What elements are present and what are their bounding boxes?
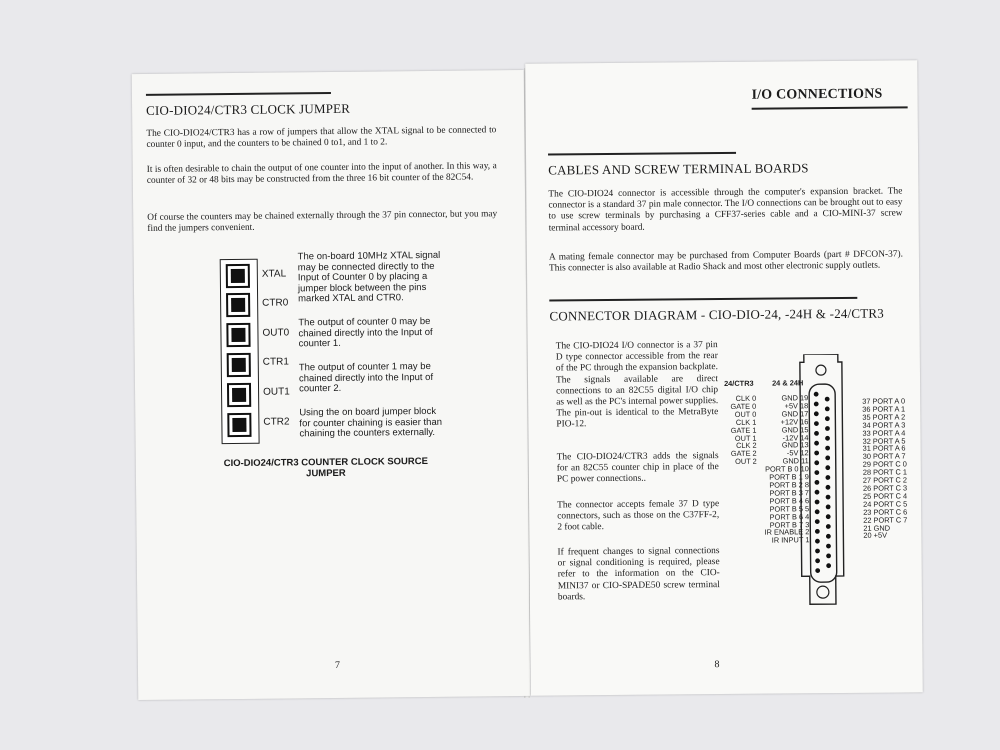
pin-label: GND 13 xyxy=(781,440,809,450)
jumper-note-counter1: The output of counter 1 may be chained directly into the Input of counter 2. xyxy=(298,360,434,395)
pin-label: 26 PORT C 3 xyxy=(862,483,908,493)
pin-label: -5V 12 xyxy=(786,448,809,458)
connector-paragraph-2: The CIO-DIO24/CTR3 adds the signals for an 82C55 counter chip in place of the PC power connections.. xyxy=(556,451,719,485)
connector-pin xyxy=(814,480,819,485)
cables-heading: CABLES AND SCREW TERMINAL BOARDS xyxy=(548,160,809,178)
jumper-label-ctr0: CTR0 xyxy=(262,297,289,309)
heading1-rule xyxy=(548,152,736,156)
connector-paragraph-1: The CIO-DIO24 I/O connector is a 37 pin D type connector accessible from the rear of the PC through the expansion backplate. The signals available are direct connections to an 82C55 digital I/O chip as well as the PC's internal power supplies. The pin-out is identical to the MetraByte PIO-12. xyxy=(555,340,719,430)
connector-pin xyxy=(826,514,831,519)
jumper-label-xtal: XTAL xyxy=(261,268,287,280)
pin-label: GND 11 xyxy=(782,456,809,466)
pin-label: PORT B 4 6 xyxy=(769,496,810,506)
connector-pin xyxy=(814,392,819,397)
connector-pin xyxy=(814,470,819,475)
connector-pin xyxy=(825,475,830,480)
pin-label: 37 PORT A 0 xyxy=(862,396,906,406)
pin-label: 33 PORT A 4 xyxy=(862,428,906,438)
connector-pin xyxy=(815,490,820,495)
connector-pin xyxy=(815,558,820,563)
connector-pin xyxy=(815,568,820,573)
paragraph-2: It is often desirable to chain the output of one counter into the input of another. In this way, a counter of 32 or 48 bits may be constructed from the three 16 bit counter of the 82C54. xyxy=(146,161,497,187)
pin-label: 27 PORT C 2 xyxy=(862,475,908,485)
jumper-pin-pair xyxy=(227,353,251,377)
connector-pin xyxy=(826,534,831,539)
connector-pin xyxy=(826,504,831,509)
caption-line-1: CIO-DIO24/CTR3 COUNTER CLOCK SOURCE xyxy=(223,455,428,470)
pin-label: 24 PORT C 5 xyxy=(863,499,908,509)
jumper-pin-pair xyxy=(227,383,251,407)
pin-label: PORT B 2 8 xyxy=(769,480,809,490)
connector-pin xyxy=(825,406,830,411)
pin-label: GATE 1 xyxy=(730,425,757,435)
connector-pin xyxy=(826,553,831,558)
pin-label: 25 PORT C 4 xyxy=(862,491,908,501)
pin-label: 21 GND xyxy=(863,523,891,533)
paragraph-1: The CIO-DIO24/CTR3 has a row of jumpers that allow the XTAL signal to be connected to counter 0 input, and the counters to be chained 0 to1, and 1 to 2. xyxy=(146,125,497,151)
connector-paragraph-3: The connector accepts female 37 D type connectors, such as those on the C37FF-2, 2 foot cable. xyxy=(557,499,720,533)
page-number-right: 8 xyxy=(714,659,720,671)
jumper-note-xtal: The on-board 10MHz XTAL signal may be connected directly to the Input of Counter 0 by placing a jumper block between the pins marked XTAL and CTR0. xyxy=(297,249,441,305)
jumper-label-out0: OUT0 xyxy=(262,327,290,339)
pin-label: PORT B 3 7 xyxy=(769,488,810,498)
pin-label: 34 PORT A 3 xyxy=(862,420,906,430)
diagram-caption xyxy=(206,456,446,481)
cables-paragraph-1: The CIO-DIO24 connector is accessible through the computer's expansion bracket. The connector is a standard 37 pin male connector. The I/O connections can be brought out to easy to use screw terminals by purchasing a CFF37-series cable and a CIO-MINI-37 screw terminal accessory board. xyxy=(548,186,903,234)
connector-pin xyxy=(815,500,820,505)
jumper-label-out1: OUT1 xyxy=(263,386,290,398)
pin-label: CLK 2 xyxy=(736,441,757,451)
connector-pin xyxy=(815,519,820,524)
pinout-right-column xyxy=(862,397,907,540)
pin-label: IR ENABLE 2 xyxy=(764,527,810,538)
connector-pin xyxy=(826,544,831,549)
connector-pin xyxy=(815,539,820,544)
heading2-rule xyxy=(549,297,857,302)
pin-label: 35 PORT A 2 xyxy=(862,412,906,422)
caption-line-2: JUMPER xyxy=(306,467,346,480)
pin-label: PORT B 7 3 xyxy=(769,519,810,530)
connector-pin xyxy=(815,509,820,514)
pinout-header-dio: 24 & 24H xyxy=(772,378,804,388)
jumper-pin-pair xyxy=(226,264,250,288)
connector-paragraph-4: If frequent changes to signal connections or signal conditioning is required, please refer to the information on the CIO-MINI37 or CIO-SPADE50 screw terminal boards. xyxy=(557,546,720,603)
connector-pin xyxy=(826,485,831,490)
connector-pin xyxy=(825,436,830,441)
pin-label: 32 PORT A 5 xyxy=(862,435,906,446)
cables-paragraph-2: A mating female connector may be purchased from Computer Boards (part # DFCON-37). This connecter is also available at Radio Shack and most other electronic supply outlets. xyxy=(548,249,903,274)
pin-label: 28 PORT C 1 xyxy=(862,467,907,477)
pin-label: GATE 2 xyxy=(730,449,757,459)
connector-pin xyxy=(825,426,830,431)
pin-label: PORT B 1 9 xyxy=(769,472,809,482)
jumper-block-diagram xyxy=(220,259,260,444)
pin-label: GATE 0 xyxy=(730,401,757,411)
jumper-note-counter0: The output of counter 0 may be chained directly into the Input of counter 1. xyxy=(298,315,433,350)
connector-diagram-heading: CONNECTOR DIAGRAM - CIO-DIO-24, -24H & -24/CTR3 xyxy=(549,305,885,324)
left-page xyxy=(132,70,531,700)
pin-label: GND 15 xyxy=(781,424,809,435)
connector-pin xyxy=(825,446,830,451)
jumper-label-ctr2: CTR2 xyxy=(263,416,290,428)
connector-pin xyxy=(826,524,831,529)
connector-pin xyxy=(814,402,819,407)
pin-label: 23 PORT C 6 xyxy=(863,507,908,517)
connector-pin xyxy=(814,451,819,456)
pin-label: PORT B 0 10 xyxy=(765,464,809,474)
pin-label: GND 17 xyxy=(781,409,809,419)
jumper-note-chaining: Using the on board jumper block for counter chaining is easier than chaining the counters externally. xyxy=(299,405,443,440)
connector-pin xyxy=(826,495,831,500)
db37-connector-drawing xyxy=(798,354,848,612)
pin-label: GND 19 xyxy=(781,393,809,403)
pin-label: 22 PORT C 7 xyxy=(863,514,908,525)
pin-label: +5V 18 xyxy=(784,401,809,411)
clock-jumper-heading: CIO-DIO24/CTR3 CLOCK JUMPER xyxy=(146,100,351,118)
right-page xyxy=(525,60,923,695)
pin-label: OUT 1 xyxy=(734,433,757,443)
connector-pin xyxy=(814,421,819,426)
connector-pin xyxy=(826,563,831,568)
pin-label: 30 PORT A 7 xyxy=(862,451,906,462)
pin-label: 31 PORT A 6 xyxy=(862,443,906,454)
connector-pin xyxy=(814,441,819,446)
pin-label: -12V 14 xyxy=(782,432,809,443)
connector-pin xyxy=(814,460,819,465)
jumper-pin-pair xyxy=(227,413,251,437)
pin-label: 36 PORT A 1 xyxy=(862,404,906,414)
connector-pin xyxy=(825,465,830,470)
pin-label: OUT 0 xyxy=(734,409,757,419)
pin-label: PORT B 6 4 xyxy=(769,511,810,522)
connector-pin xyxy=(815,529,820,534)
pin-label: 20 +5V xyxy=(863,530,888,541)
connector-pin xyxy=(825,455,830,460)
pin-label: CLK 0 xyxy=(735,393,757,403)
pin-label: PORT B 5 5 xyxy=(769,503,810,514)
connector-pin xyxy=(825,397,830,402)
pin-label: CLK 1 xyxy=(735,417,757,427)
heading-rule xyxy=(146,92,331,96)
connector-pin xyxy=(825,416,830,421)
section-title-rule xyxy=(752,106,908,109)
pin-label: IR INPUT 1 xyxy=(771,535,810,545)
paragraph-3: Of course the counters may be chained externally through the 37 pin connector, but you may find the jumpers convenient. xyxy=(147,209,498,235)
jumper-pin-pair xyxy=(226,323,250,347)
pin-label: OUT 2 xyxy=(735,456,757,467)
jumper-pin-pair xyxy=(226,293,250,317)
page-number-left: 7 xyxy=(334,659,340,671)
connector-pin xyxy=(814,411,819,416)
connector-pin xyxy=(815,549,820,554)
connector-pin xyxy=(814,431,819,436)
pinout-header-ctr3: 24/CTR3 xyxy=(724,378,754,388)
pin-label: +12V 16 xyxy=(780,416,809,427)
section-title: I/O CONNECTIONS xyxy=(751,86,883,103)
pin-label: 29 PORT C 0 xyxy=(862,459,907,470)
jumper-label-ctr1: CTR1 xyxy=(262,356,289,368)
